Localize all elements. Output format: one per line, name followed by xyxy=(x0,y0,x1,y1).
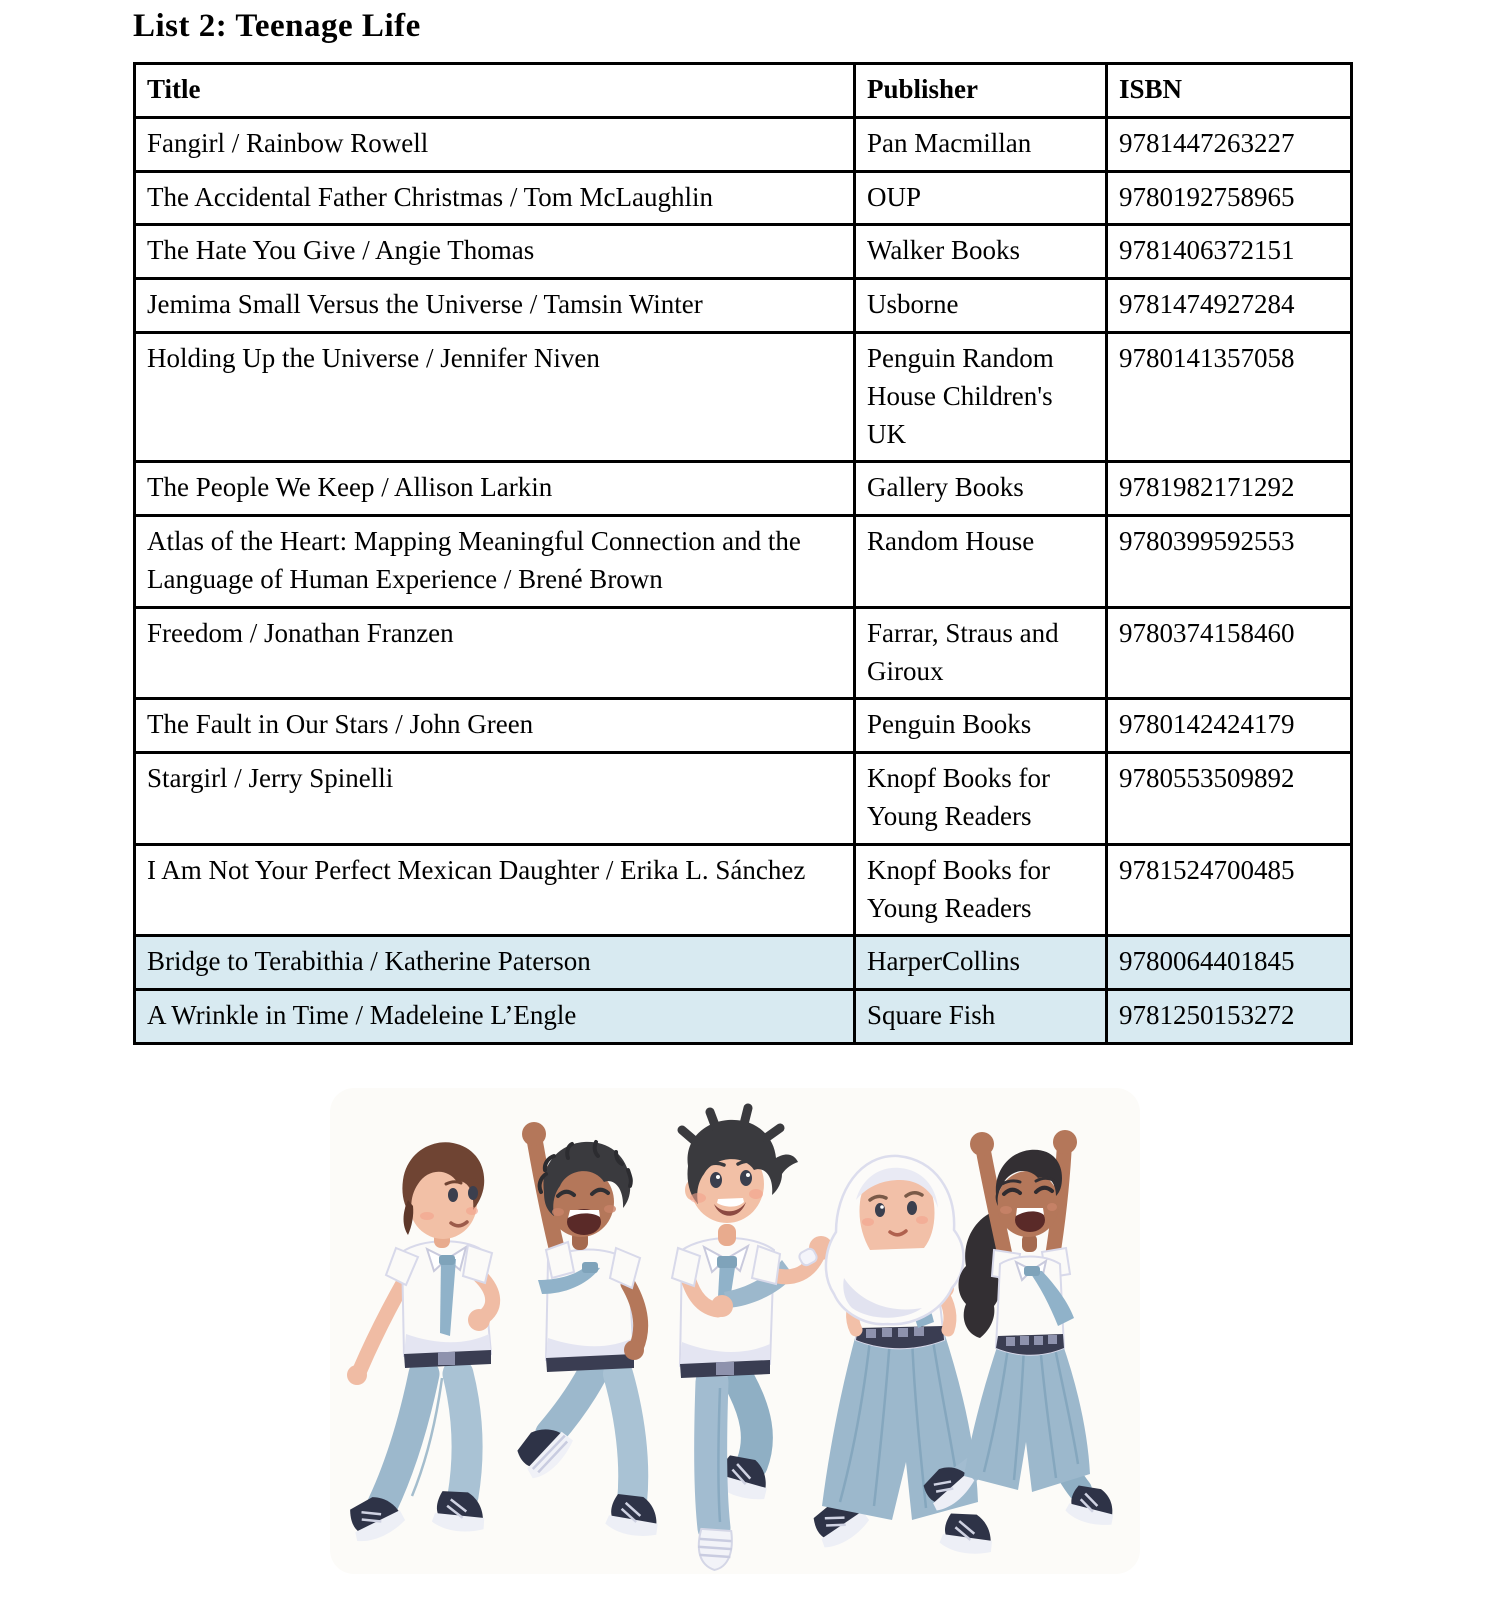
publisher-cell: Gallery Books xyxy=(855,462,1107,516)
title-cell: The Accidental Father Christmas / Tom McLaughlin xyxy=(135,171,855,225)
title-column-header: Title xyxy=(135,64,855,118)
table-row xyxy=(135,607,1352,699)
students-jumping-illustration xyxy=(300,1082,1180,1582)
title-cell: The People We Keep / Allison Larkin xyxy=(135,462,855,516)
isbn-cell: 9781524700485 xyxy=(1107,844,1352,936)
publisher-cell: Farrar, Straus and Giroux xyxy=(855,607,1107,699)
table-header-row xyxy=(135,64,1352,118)
isbn-cell: 9781250153272 xyxy=(1107,990,1352,1044)
publisher-cell: Usborne xyxy=(855,279,1107,333)
table-row xyxy=(135,332,1352,461)
publisher-cell: Knopf Books for Young Readers xyxy=(855,844,1107,936)
isbn-cell: 9781982171292 xyxy=(1107,462,1352,516)
publisher-cell: Penguin Books xyxy=(855,699,1107,753)
table-row xyxy=(135,844,1352,936)
publisher-cell: Walker Books xyxy=(855,225,1107,279)
title-cell: Stargirl / Jerry Spinelli xyxy=(135,753,855,845)
title-cell: The Fault in Our Stars / John Green xyxy=(135,699,855,753)
title-cell: Fangirl / Rainbow Rowell xyxy=(135,117,855,171)
five-students-svg xyxy=(300,1082,1180,1582)
table-row xyxy=(135,225,1352,279)
table-row xyxy=(135,462,1352,516)
publisher-cell: OUP xyxy=(855,171,1107,225)
title-cell: A Wrinkle in Time / Madeleine L’Engle xyxy=(135,990,855,1044)
table-row xyxy=(135,117,1352,171)
title-cell: Atlas of the Heart: Mapping Meaningful Connection and the Language of Human Experience / Brené Brown xyxy=(135,516,855,608)
isbn-cell: 9780142424179 xyxy=(1107,699,1352,753)
isbn-cell: 9780064401845 xyxy=(1107,936,1352,990)
isbn-cell: 9780141357058 xyxy=(1107,332,1352,461)
title-cell: Bridge to Terabithia / Katherine Paterson xyxy=(135,936,855,990)
isbn-cell: 9781474927284 xyxy=(1107,279,1352,333)
title-cell: Holding Up the Universe / Jennifer Niven xyxy=(135,332,855,461)
isbn-cell: 9780399592553 xyxy=(1107,516,1352,608)
table-row xyxy=(135,936,1352,990)
table-row xyxy=(135,171,1352,225)
publisher-cell: HarperCollins xyxy=(855,936,1107,990)
isbn-cell: 9780374158460 xyxy=(1107,607,1352,699)
publisher-column-header: Publisher xyxy=(855,64,1107,118)
book-table-body xyxy=(135,117,1352,1043)
isbn-cell: 9780553509892 xyxy=(1107,753,1352,845)
publisher-cell: Penguin Random House Children's UK xyxy=(855,332,1107,461)
title-cell: The Hate You Give / Angie Thomas xyxy=(135,225,855,279)
title-cell: Jemima Small Versus the Universe / Tamsin Winter xyxy=(135,279,855,333)
table-row xyxy=(135,753,1352,845)
publisher-cell: Random House xyxy=(855,516,1107,608)
table-row xyxy=(135,990,1352,1044)
book-table xyxy=(133,62,1353,1045)
publisher-cell: Square Fish xyxy=(855,990,1107,1044)
table-row xyxy=(135,516,1352,608)
page-title: List 2: Teenage Life xyxy=(133,8,421,44)
table-row xyxy=(135,699,1352,753)
table-row xyxy=(135,279,1352,333)
isbn-column-header: ISBN xyxy=(1107,64,1352,118)
isbn-cell: 9780192758965 xyxy=(1107,171,1352,225)
publisher-cell: Knopf Books for Young Readers xyxy=(855,753,1107,845)
title-cell: I Am Not Your Perfect Mexican Daughter / Erika L. Sánchez xyxy=(135,844,855,936)
isbn-cell: 9781406372151 xyxy=(1107,225,1352,279)
isbn-cell: 9781447263227 xyxy=(1107,117,1352,171)
title-cell: Freedom / Jonathan Franzen xyxy=(135,607,855,699)
publisher-cell: Pan Macmillan xyxy=(855,117,1107,171)
